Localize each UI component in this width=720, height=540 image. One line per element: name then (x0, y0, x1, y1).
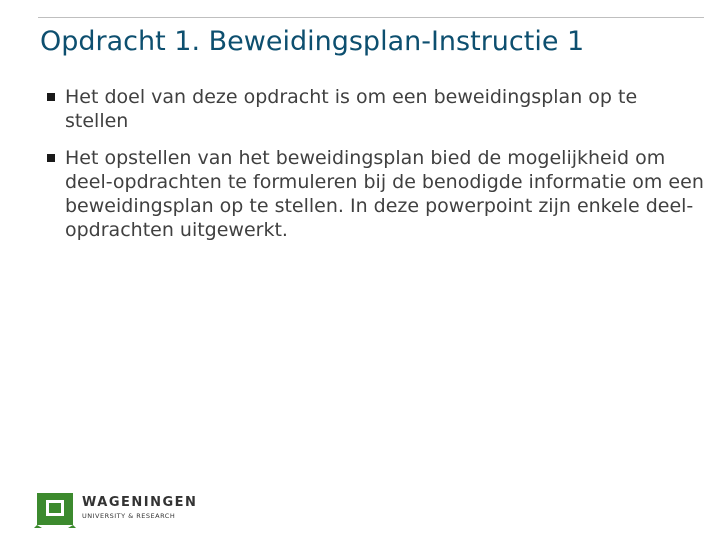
wur-emblem-icon (34, 490, 76, 528)
square-bullet-icon (47, 154, 55, 162)
bullet-text-1: Het doel van deze opdracht is om een beweidingsplan op te stellen (65, 86, 638, 132)
wageningen-logo (34, 490, 204, 528)
bullet-item-1 (46, 85, 706, 133)
slide-title: Opdracht 1. Beweidingsplan-Instructie 1 (40, 26, 585, 57)
bullet-text-2: Het opstellen van het beweidingsplan bied de mogelijkheid om deel-opdrachten te formuleren bij de benodigde informatie om een beweidingsplan op te stellen. In deze powerpoint zijn enkele deel-opdrachten uitgewerkt. (65, 147, 704, 241)
bullet-list (46, 85, 706, 255)
bullet-item-2 (46, 146, 706, 242)
square-bullet-icon (47, 93, 55, 101)
top-divider (38, 17, 704, 18)
logo-subtitle: UNIVERSITY & RESEARCH (82, 512, 176, 520)
logo-name: WAGENINGEN (82, 495, 198, 510)
